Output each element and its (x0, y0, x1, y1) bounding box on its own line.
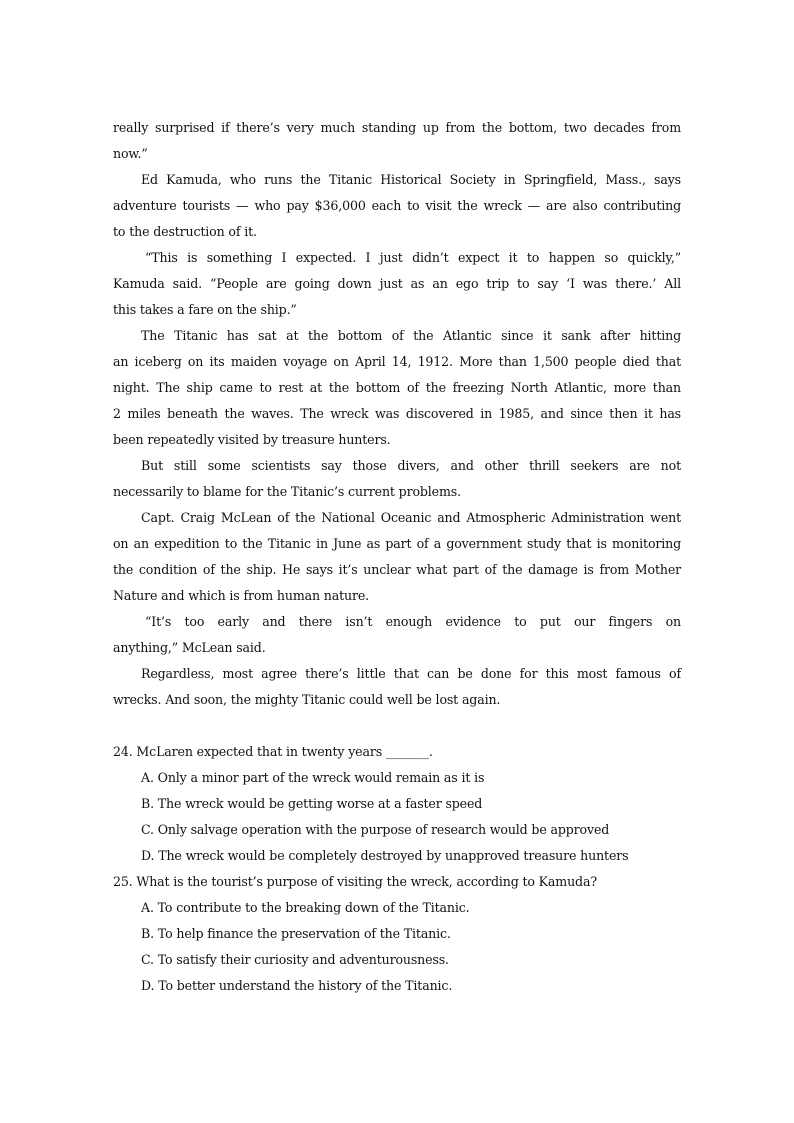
passage-line: Kamuda said. “People are going down just as an ego trip to say ‘I was there.’ All (113, 276, 681, 291)
question-24-option-c[interactable]: C. Only salvage operation with the purpose of research would be approved (141, 822, 610, 837)
passage-line: Ed Kamuda, who runs the Titanic Historical Society in Springfield, Mass., says (141, 172, 681, 187)
passage-line: an iceberg on its maiden voyage on April 14, 1912. More than 1,500 people died that (113, 354, 681, 369)
passage-line: Capt. Craig McLean of the National Oceanic and Atmospheric Administration went (141, 510, 681, 525)
passage-line: wrecks. And soon, the mighty Titanic could well be lost again. (113, 692, 501, 707)
passage-line: The Titanic has sat at the bottom of the Atlantic since it sank after hitting (141, 328, 681, 343)
passage-line: But still some scientists say those divers, and other thrill seekers are not (141, 458, 681, 473)
document-page (113, 115, 681, 999)
passage-line: Nature and which is from human nature. (113, 588, 370, 603)
passage-line: been repeatedly visited by treasure hunters. (113, 432, 391, 447)
passage-line: this takes a fare on the ship.” (113, 302, 297, 317)
passage-line: on an expedition to the Titanic in June as part of a government study that is monitoring (113, 536, 681, 551)
question-24-stem: 24. McLaren expected that in twenty years _______. (113, 744, 433, 759)
passage-line: night. The ship came to rest at the bottom of the freezing North Atlantic, more than (113, 380, 681, 395)
question-25-option-a[interactable]: A. To contribute to the breaking down of the Titanic. (141, 900, 470, 915)
question-25-option-b[interactable]: B. To help finance the preservation of the Titanic. (141, 926, 451, 941)
passage (113, 115, 681, 713)
passage-line: “This is something I expected. I just didn’t expect it to happen so quickly,” (145, 250, 681, 265)
question-24-option-a[interactable]: A. Only a minor part of the wreck would remain as it is (141, 770, 485, 785)
question-25-option-c[interactable]: C. To satisfy their curiosity and adventurousness. (141, 952, 449, 967)
passage-line: Regardless, most agree there’s little that can be done for this most famous of (141, 666, 681, 681)
passage-line: 2 miles beneath the waves. The wreck was discovered in 1985, and since then it has (113, 406, 681, 421)
passage-line: the condition of the ship. He says it’s unclear what part of the damage is from Mother (113, 562, 681, 577)
passage-line: to the destruction of it. (113, 224, 257, 239)
question-25-stem: 25. What is the tourist’s purpose of visiting the wreck, according to Kamuda? (113, 874, 597, 889)
question-25-option-d[interactable]: D. To better understand the history of the Titanic. (141, 978, 453, 993)
passage-line: “It’s too early and there isn’t enough evidence to put our fingers on (145, 614, 681, 629)
passage-line: adventure tourists — who pay $36,000 each to visit the wreck — are also contributing (113, 198, 681, 213)
passage-line: anything,” McLean said. (113, 640, 266, 655)
section-gap (113, 713, 681, 739)
passage-line: really surprised if there’s very much standing up from the bottom, two decades from (113, 120, 681, 135)
question-list (113, 739, 681, 999)
question-24-option-b[interactable]: B. The wreck would be getting worse at a faster speed (141, 796, 483, 811)
passage-line: necessarily to blame for the Titanic’s current problems. (113, 484, 461, 499)
passage-line: now.” (113, 146, 148, 161)
question-24-option-d[interactable]: D. The wreck would be completely destroyed by unapproved treasure hunters (141, 848, 629, 863)
